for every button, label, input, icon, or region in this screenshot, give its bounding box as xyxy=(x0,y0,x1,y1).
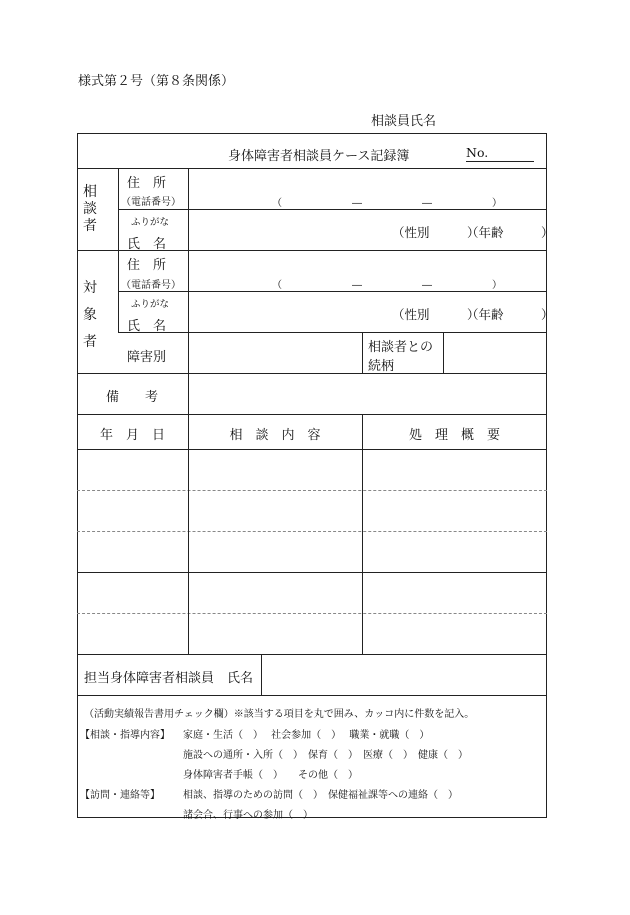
consult-category-heading: 【相談・指導内容】 xyxy=(80,730,170,741)
rule-relation-right xyxy=(443,332,444,373)
rule-log-header-bottom xyxy=(77,449,547,450)
consultant-address-label: 住 所 xyxy=(127,176,167,191)
consultant-gender-field[interactable]: （性別 ） xyxy=(392,225,480,240)
consultant-phone-label: （電話番号） xyxy=(121,197,181,208)
consultant-age-field[interactable]: （年齢 ） xyxy=(466,225,554,240)
rule-label-column-divider xyxy=(188,168,189,654)
subject-name-label: 氏 名 xyxy=(127,319,167,334)
consult-items-line1: 家庭・生活（ ） 社会参加（ ） 職業・就職（ ） xyxy=(183,730,430,741)
subject-side-char: 象 xyxy=(83,307,97,323)
rule-subject-mid1 xyxy=(118,291,547,292)
case-number-field[interactable] xyxy=(466,145,534,162)
log-header-content: 相 談 内 容 xyxy=(229,428,321,443)
counselor-name-label: 相談員氏名 xyxy=(371,114,437,129)
rule-subject-mid2 xyxy=(118,332,547,333)
assigned-counselor-label: 担当身体障害者相談員 氏名 xyxy=(84,671,254,686)
subject-side-char: 者 xyxy=(83,334,97,350)
consultant-side-label xyxy=(80,184,100,235)
consultant-side-char: 相 xyxy=(83,184,97,200)
rule-side-label-divider xyxy=(118,168,119,332)
consult-items-line2: 施設への通所・入所（ ） 保育（ ） 医療（ ） 健康（ ） xyxy=(183,750,468,761)
rule-assigned-divider xyxy=(261,654,262,695)
visit-items-line2: 諸会合、行事への参加（ ） xyxy=(183,810,313,821)
subject-side-label xyxy=(80,275,100,356)
log-header-summary: 処 理 概 要 xyxy=(408,428,500,443)
consultant-furigana-label: ふりがな xyxy=(131,217,170,228)
consultant-side-char: 談 xyxy=(83,201,97,217)
remarks-label: 備 考 xyxy=(106,390,159,405)
consultant-phone-field[interactable]: （ ― ― ） xyxy=(272,198,502,209)
relation-label-line1: 相談者との xyxy=(368,340,434,355)
relation-label-line2: 続柄 xyxy=(368,359,395,374)
form-number: 様式第２号（第８条関係） xyxy=(78,74,235,89)
rule-title-bottom xyxy=(77,168,547,169)
log-header-date: 年 月 日 xyxy=(99,428,165,443)
rule-log-bottom xyxy=(77,654,547,655)
visit-category-heading: 【訪問・連絡等】 xyxy=(80,790,160,801)
checklist-note: （活動実績報告書用チェック欄）※該当する項目を丸で囲み、カッコ内に件数を記入。 xyxy=(84,709,475,720)
rule-log-row3 xyxy=(77,572,547,573)
rule-log-row4 xyxy=(77,613,547,614)
rule-log-row1 xyxy=(77,490,547,491)
rule-consultant-mid xyxy=(118,209,547,210)
consultant-name-label: 氏 名 xyxy=(127,237,167,252)
subject-address-label: 住 所 xyxy=(127,258,167,273)
rule-log-row2 xyxy=(77,531,547,532)
visit-items-line1: 相談、指導のための訪問（ ） 保健福祉課等への連絡（ ） xyxy=(183,790,458,801)
subject-age-field[interactable]: （年齢 ） xyxy=(466,307,554,322)
consultant-side-char: 者 xyxy=(83,218,97,234)
rule-relation-left xyxy=(362,332,363,373)
subject-gender-field[interactable]: （性別 ） xyxy=(392,307,480,322)
case-number-label: No. xyxy=(466,145,489,160)
rule-remarks-bottom xyxy=(77,414,547,415)
subject-phone-field[interactable]: （ ― ― ） xyxy=(272,280,502,291)
rule-log-column-divider xyxy=(362,414,363,654)
disability-type-label: 障害別 xyxy=(127,350,167,365)
consult-items-line3: 身体障害者手帳（ ） その他（ ） xyxy=(183,770,358,781)
subject-furigana-label: ふりがな xyxy=(131,299,170,310)
rule-subject-bottom xyxy=(77,373,547,374)
rule-assigned-bottom xyxy=(77,695,547,696)
form-title: 身体障害者相談員ケース記録簿 xyxy=(228,149,410,164)
subject-side-char: 対 xyxy=(83,280,97,296)
subject-phone-label: （電話番号） xyxy=(121,280,181,291)
